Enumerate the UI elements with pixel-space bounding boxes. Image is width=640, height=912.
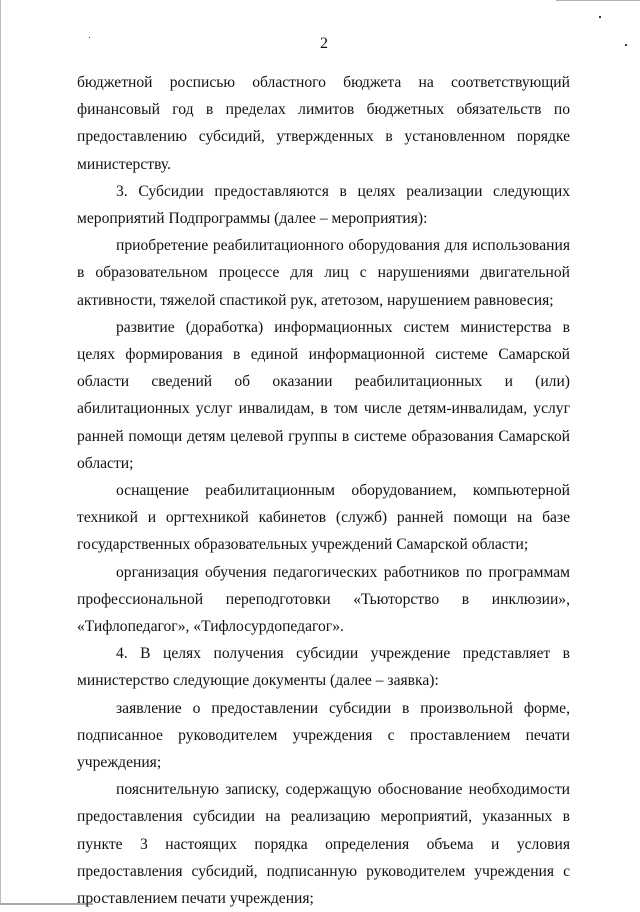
paragraph-clause-3: 3. Субсидии предоставляются в целях реализации следующих мероприятий Подпрограммы (далее – мероприятия): <box>77 182 570 228</box>
paragraph-clause-4: 4. В целях получения субсидии учреждение представляет в министерство следующие документы (далее – заявка): <box>77 645 570 690</box>
scan-border-top <box>556 0 640 1</box>
paragraph-teacher-training: организация обучения педагогических работников по программам профессиональной переподготовки «Тьюторство в инклюзии», «Тифлопедагог», «Тифлосурдопедагог». <box>77 563 570 636</box>
paragraph-budget-continuation: бюджетной росписью областного бюджета на соответствующий финансовый год в пределах лимитов бюджетных обязательств по предоставлению субсидий, утвержденных в установленном порядке министерству. <box>77 74 570 173</box>
paragraph-equipment-purchase: приобретение реабилитационного оборудования для использования в образовательном процессе для лиц с нарушениями двигательной активности, тяжелой спастикой рук, атетозом, нарушением равновесия; <box>77 237 570 309</box>
paragraph-information-systems: развитие (доработка) информационных систем министерства в целях формирования в единой информационной системе Самарской области сведений об оказании реабилитационных и (или) абилитационных услуг инвалидам, в том числе детям-инвалидам, услуг ранней помощи детям целевой группы в системе образования Самарской области; <box>77 318 570 472</box>
document-body <box>77 69 570 912</box>
scan-border-left <box>0 0 1 905</box>
paragraph-application-statement: заявление о предоставлении субсидии в произвольной форме, подписанное руководителем учреждения с проставлением печати учреждения; <box>77 699 570 772</box>
paragraph-explanatory-note: пояснительную записку, содержащую обоснование необходимости предоставления субсидии на реализацию мероприятий, указанных в пункте 3 настоящих порядка определения объема и условия предоставления субсидий, подписанную руководителем учреждения с проставлением печати учреждения; <box>77 781 570 908</box>
scan-speck <box>599 16 601 18</box>
paragraph-early-help-offices: оснащение реабилитационным оборудованием, компьютерной техникой и оргтехникой кабинетов (служб) ранней помощи на базе государственных образовательных учреждений Самарской области; <box>77 482 570 554</box>
page-number: 2 <box>320 35 328 52</box>
